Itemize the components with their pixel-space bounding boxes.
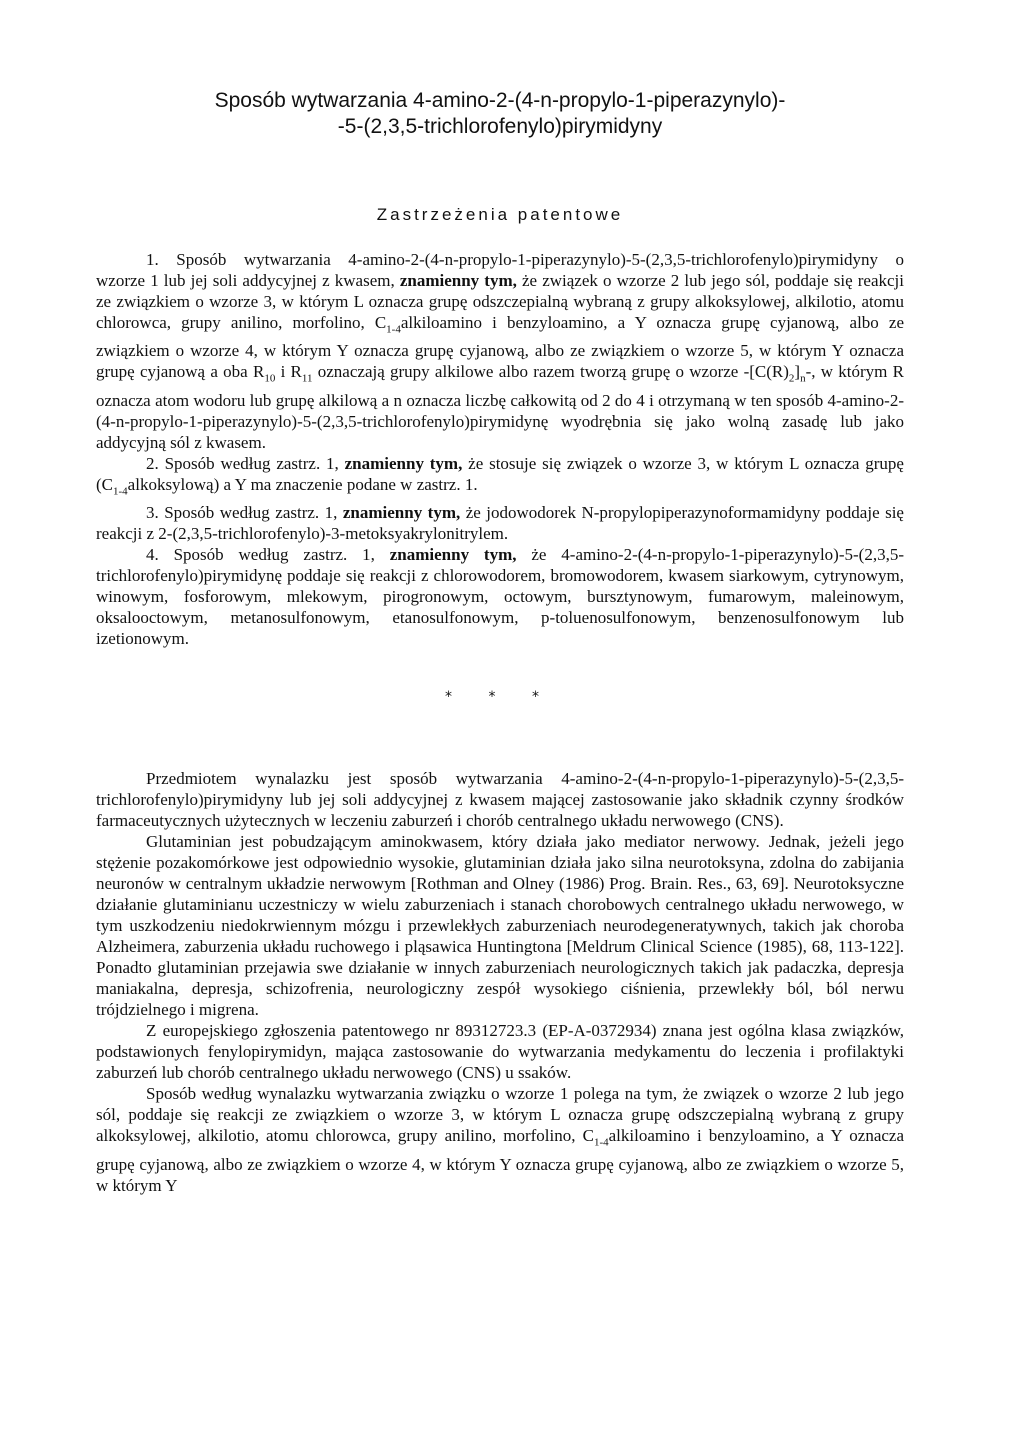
claim-1-characterizing: znamienny tym,	[399, 271, 517, 290]
document-title	[96, 88, 904, 140]
claim-1-subscript-1: 1-4	[386, 323, 401, 336]
description-paragraph-4-text-b: alkiloamino i benzyloamino, a Y oznacza grupę cyjanową, albo ze związkiem o wzorze 4, w którym Y oznacza grupę cyjanową, albo ze związkiem o wzorze 5, w którym Y	[96, 1126, 905, 1195]
claim-1-text-a: 1. Sposób wytwarzania 4-amino-2-(4-n-propylo-1-piperazynylo)-5-(2,3,5-trichlorofenylo)pirymidyny o wzorze 1 lub jej soli addycyjnej z kwasem,	[96, 250, 904, 290]
claim-4-text-a: 4. Sposób według zastrz. 1,	[146, 545, 390, 565]
claim-1-text-g: -, w którym R oznacza atom wodoru lub grupę alkilową a n oznacza liczbę całkowitą od 2 do 4 i otrzymaną w ten sposób 4-amino-2-(4-n-propylo-1-piperazynylo)-5-(2,3,5-trichlorofenylo)pirymidynę wyodrębnia się jako wolną zasadę lub jako addycyjną sól z kwasem.	[96, 362, 905, 452]
claim-1	[96, 249, 904, 453]
claims-heading: Zastrzeżenia patentowe	[376, 205, 624, 224]
title-line-1: Sposób wytwarzania 4-amino-2-(4-n-propylo-1-piperazynylo)-	[214, 89, 786, 112]
claim-2-text-c: alkoksylową) a Y ma znaczenie podane w zastrz. 1.	[127, 474, 478, 494]
claim-2-characterizing: znamienny tym,	[344, 453, 463, 473]
claim-1-text-f: ]	[794, 362, 801, 382]
claim-1-text-b: że związek o wzorze 2 lub jego sól, poddaje się reakcji ze związkiem o wzorze 3, w którym L oznacza grupę odszczepialną wybraną z grupy alkoksylowej, alkilotio, atomu chlorowca, grupy anilino, morfolino, C	[96, 271, 904, 332]
claim-3-text-a: 3. Sposób według zastrz. 1,	[146, 503, 343, 523]
description-paragraph-4-text-a: Sposób według wynalazku wytwarzania związku o wzorze 1 polega na tym, że związek o wzorze 2 lub jego sól, poddaje się reakcji ze związkiem o wzorze 3, w którym L oznacza grupę odszczepialną wybraną z grupy alkoksylowej, alkilotio, atomu chlorowca, grupy anilino, morfolino, C	[96, 1084, 904, 1146]
title-line-2: -5-(2,3,5-trichlorofenylo)pirymidyny	[337, 115, 663, 138]
description-paragraph-1: Przedmiotem wynalazku jest sposób wytwarzania 4-amino-2-(4-n-propylo-1-piperazynylo)-5-(2,3,5-trichlorofenylo)pirymidyny lub jej soli addycyjnej z kwasem mającej zastosowanie jako składnik czynny środków farmaceutycznych użytecznych w leczeniu zaburzeń i chorób centralnego układu nerwowego (CNS).	[96, 769, 904, 831]
claims-section	[96, 249, 904, 649]
description-section	[96, 768, 904, 1195]
description-paragraph-4-subscript: 1-4	[593, 1136, 609, 1149]
claim-2	[96, 453, 904, 502]
section-separator: * * *	[445, 689, 555, 706]
claim-4	[96, 544, 904, 649]
claim-1-subscript-3: 11	[301, 372, 313, 385]
claim-2-subscript: 1-4	[113, 485, 128, 498]
claim-2-text-a: 2. Sposób według zastrz. 1,	[146, 453, 345, 473]
claim-4-text-b: że 4-amino-2-(4-n-propylo-1-piperazynylo)-5-(2,3,5-trichlorofenylo)pirymidynę poddaje się reakcji z chlorowodorem, bromowodorem, kwasem siarkowym, cytrynowym, winowym, fosforowym, mlekowym, pirogronowym, octowym, bursztynowym, fumarowym, maleinowym, oksalooctowym, metanosulfonowym, etanosulfonowym, p-toluenosulfonowym, benzenosulfonowym lub izetionowym.	[96, 545, 904, 649]
description-paragraph-4	[96, 1083, 904, 1195]
claim-1-text-e: oznaczają grupy alkilowe albo razem tworzą grupę o wzorze -[C(R)	[312, 362, 789, 382]
claim-3	[96, 502, 904, 544]
claim-1-text-c: alkiloamino i benzyloamino, a Y oznacza grupę cyjanową, albo ze związkiem o wzorze 4, w którym Y oznacza grupę cyjanową, albo ze związkiem o wzorze 5, w którym Y oznacza grupę cyjanową a oba R	[96, 313, 904, 382]
claim-2-text-b: że stosuje się związek o wzorze 3, w którym L oznacza grupę (C	[96, 453, 904, 494]
claim-1-subscript-2: 10	[264, 372, 276, 385]
description-paragraph-2: Glutaminian jest pobudzającym aminokwasem, który działa jako mediator nerwowy. Jednak, jeżeli jego stężenie pozakomórkowe jest odpowiednio wysokie, glutaminian działa jako silna neurotoksyna, zdolna do zabijania neuronów w centralnym układzie nerwowym [Rothman and Olney (1986) Prog. Brain. Res., 63, 69]. Neurotoksyczne działanie glutaminianu uczestniczy w wielu zaburzeniach i stanach chorobowych centralnego układu nerwowego, w tym uszkodzeniu niedokrwiennym mózgu i przewlekłych zaburzeniach neurodegeneratywnych, takich jak choroba Alzheimera, zaburzenia układu ruchowego i pląsawica Huntingtona [Meldrum Clinical Science (1985), 68, 113-122]. Ponadto glutaminian przejawia swe działanie w innych zaburzeniach neurologicznych takich jak padaczka, depresja maniakalna, depresja, schizofrenia, neurologiczny zespół wysokiego ciśnienia, przewlekły ból, ból nerwu trójdzielnego i migrena.	[96, 832, 904, 1020]
claim-3-characterizing: znamienny tym,	[342, 503, 461, 523]
claim-3-text-b: że jodowodorek N-propylopiperazynoformamidyny poddaje się reakcji z 2-(2,3,5-trichlorofenylo)-3-metoksyakrylonitrylem.	[96, 503, 904, 544]
document-page	[96, 88, 904, 1196]
claim-1-subscript-4: 2	[788, 372, 795, 385]
claim-4-characterizing: znamienny tym,	[389, 545, 517, 565]
description-paragraph-3: Z europejskiego zgłoszenia patentowego nr 89312723.3 (EP-A-0372934) znana jest ogólna klasa związków, podstawionych fenylopirymidyn, mająca zastosowanie do wytwarzania medykamentu do leczenia i profilaktyki zaburzeń lub chorób centralnego układu nerwowego (CNS) u ssaków.	[96, 1021, 904, 1083]
claim-1-text-d: i R	[275, 362, 302, 382]
claim-1-subscript-5: n	[800, 372, 806, 385]
